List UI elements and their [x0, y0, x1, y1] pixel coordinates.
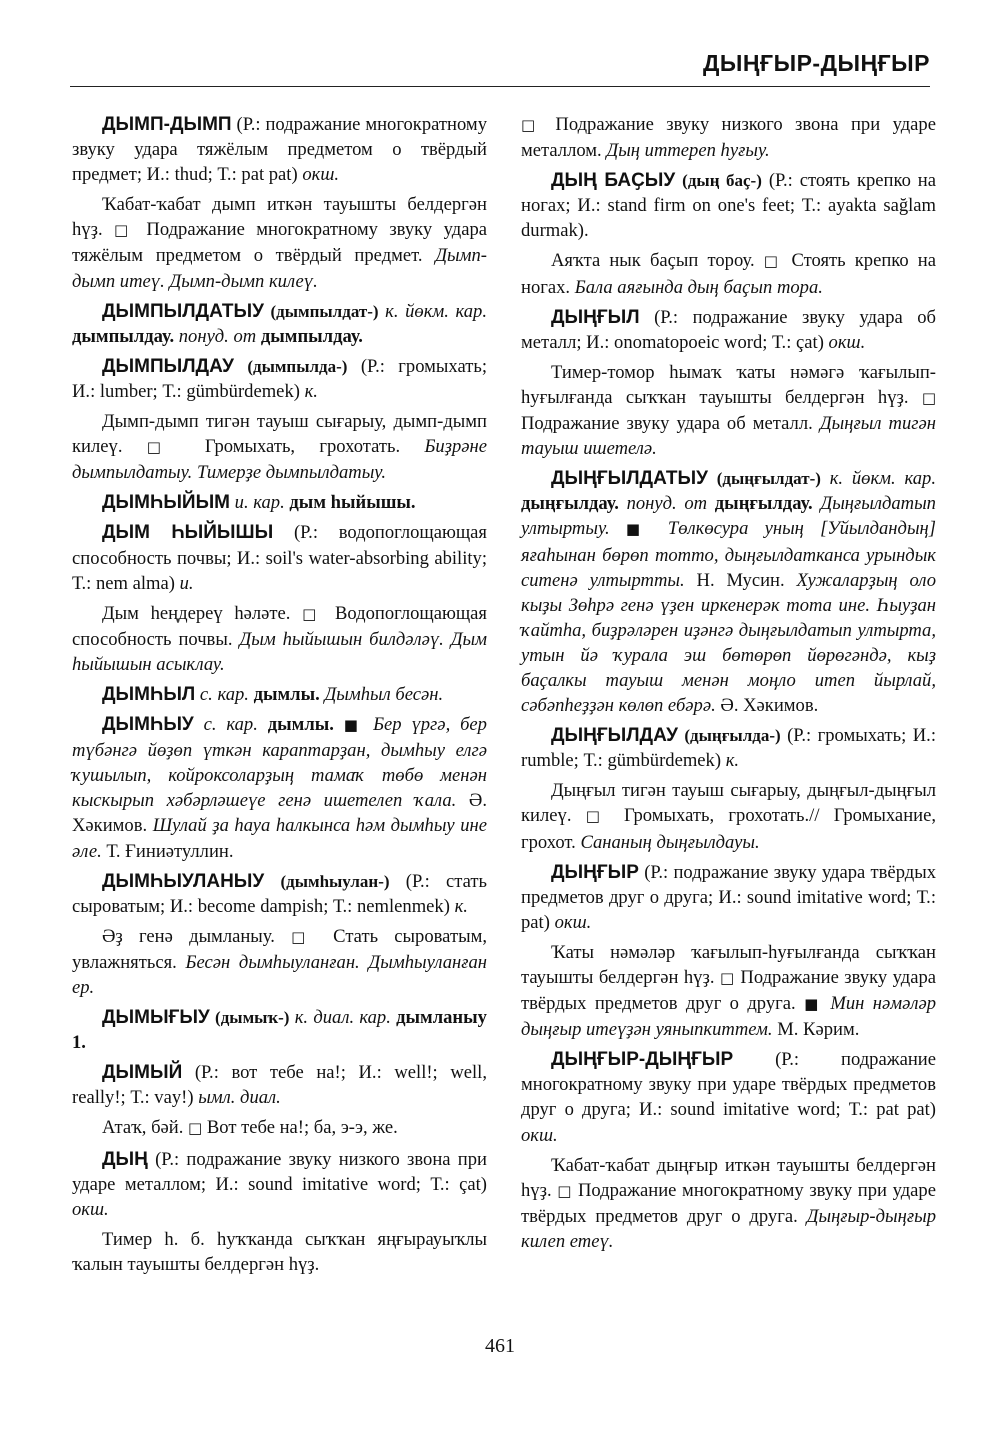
translation-square-icon: □ — [291, 927, 317, 946]
headword: ДЫҢҒЫЛДАТЫУ — [551, 468, 708, 490]
grammar-label: с. кар. — [199, 683, 249, 705]
translation: Подражание звуку удара твёрдых предметов друг о друга. — [521, 967, 936, 1015]
grammar-label: с. кар. — [203, 714, 258, 736]
cross-reference: дымлы. — [267, 714, 334, 736]
cross-reference: дыңғылдау. — [714, 493, 813, 515]
author: Ә. Хәкимов. — [720, 695, 819, 717]
entry-dympyldatyu — [72, 299, 487, 349]
explanation: Аяҡта нык баҫып тороу. — [551, 250, 755, 272]
entry-dynghyldau-meaning — [521, 778, 936, 854]
definition: (Р.: подражание многократному звуку при ударе твёрдых предметов друг о друга; И.: sound imitative word; Т.: pat pat) — [521, 1049, 936, 1121]
headword: ДЫҢҒЫР — [551, 861, 639, 883]
grammar-label: к. диал. кар. — [294, 1007, 391, 1029]
entry-dympyldau — [72, 354, 487, 404]
entry-dynghyl — [521, 305, 936, 355]
entry-dymhyulanyu — [72, 869, 487, 919]
translation-square-icon: □ — [302, 604, 324, 623]
example: Дымп-дымп итеү. Дымп-дымп килеү. — [72, 245, 487, 292]
translation: Вот тебе на!; ба, э-э, же. — [206, 1117, 398, 1139]
definition: (Р.: вот тебе на!; И.: well!; well, really!; Т.: vay!) — [72, 1062, 487, 1109]
definition: (Р.: подражание звуку удара твёрдых предметов друг о друга; И.: sound imitative word; Т.: pat) — [521, 861, 936, 933]
translation-square-icon: □ — [763, 252, 783, 271]
left-column — [72, 112, 487, 1282]
example: Дыңғыр-дыңғыр килеп етеү. — [521, 1205, 936, 1252]
translation: Громыхать, грохотать.// Громыхание, грохот. — [521, 805, 936, 853]
explanation: Ҡабат-ҡабат дыңғыр иткән тауышты белдергән һүҙ. — [521, 1154, 936, 1201]
example: Дың иттереп һуғыу. — [606, 140, 770, 162]
translation-square-icon: □ — [719, 969, 735, 987]
entry-dynghyr-dynghyr-meaning — [521, 1153, 936, 1254]
grammar-label: окш. — [72, 1198, 109, 1220]
translation-square-icon: □ — [921, 388, 936, 407]
right-column — [521, 112, 936, 1259]
headword: ДЫМҺЫУЛАНЫУ — [102, 870, 265, 892]
headword: ДЫМПЫЛДАТЫУ — [102, 300, 264, 322]
explanation: Дым һеңдереү һәләте. — [102, 602, 291, 624]
entry-dymyghyu — [72, 1005, 487, 1055]
headword: ДЫҢҒЫЛ — [551, 306, 640, 328]
author: Ә. Хәкимов. — [72, 790, 487, 837]
definition: (Р.: подражание звуку удара об металл; И.: onomatopoeic word; Т.: çat) — [521, 306, 937, 353]
grammar-label: к. — [304, 380, 318, 402]
example: Дыңғылдатып ултыртыу. — [521, 493, 936, 540]
translation-square-icon: □ — [585, 807, 610, 826]
translation-square-icon: □ — [521, 116, 543, 134]
example: Мин нәмәләр дыңғыр итеүҙән уяныпкиттем. — [521, 993, 936, 1041]
stem-form: (дымпылдат-) — [270, 301, 379, 321]
entry-dynghyr-dynghyr — [521, 1047, 936, 1147]
headword: ДЫҢ — [102, 1148, 148, 1170]
translation: Стать сыроватым, увлажняться. — [72, 925, 487, 973]
translation: Подражание многократному звуку удара тяжёлым предметом о твёрдый предмет. — [72, 219, 487, 267]
grammar-label: окш. — [828, 331, 866, 353]
stem-form: (дыңғылда-) — [684, 726, 781, 746]
cross-reference: дымпылдау. — [72, 325, 175, 347]
example: Дымһыл бесән. — [324, 683, 444, 705]
definition: (Р.: громыхать; И.: lumber; Т.: gümbürdemek) — [72, 355, 487, 402]
entry-dymhyyym — [72, 490, 487, 515]
entry-dyng-basyu-meaning — [521, 248, 936, 299]
example: Дым һыйышын билдәләү. Дым һыйышын асыклау. — [72, 628, 488, 675]
cross-reference: дымпылдау. — [260, 325, 363, 347]
entry-dynghyldau — [521, 723, 936, 773]
author: М. Кәрим. — [777, 1019, 860, 1041]
literary-example-square-icon: ■ — [804, 995, 822, 1014]
literary-example-square-icon: ■ — [625, 520, 652, 539]
example: Бала аяғында дың баҫып тора. — [574, 276, 823, 298]
author: Т. Ғиниәтуллин. — [106, 840, 234, 862]
entry-dymp-dymp-meaning — [72, 192, 487, 293]
stem-form: (дымһыулан-) — [280, 871, 390, 891]
grammar-label: окш. — [521, 1124, 558, 1146]
explanation: Дымп-дымп тигән тауыш сығарыу, дымп-дымп килеү. — [72, 411, 487, 458]
grammar-label: окш. — [302, 164, 340, 186]
explanation: Тимер һ. б. һуҡҡанда сыҡҡан яңғырауыҡлы ҡалын тауышты белдергән һүҙ. — [72, 1228, 487, 1275]
example: Бесән дымһыуланған. Дымһыуланған ер. — [72, 951, 487, 998]
headword: ДЫҢҒЫЛДАУ — [551, 725, 678, 747]
translation: Громыхать, грохотать. — [204, 436, 401, 458]
definition: (Р.: громыхать; И.: rumble; Т.: gümbürdemek) — [521, 725, 936, 772]
definition: (Р.: стоять крепко на ногах; И.: stand firm on one's feet; Т.: ayakta sağlam durmak). — [521, 170, 936, 242]
grammar-label: окш. — [554, 911, 592, 933]
definition: (Р.: водопоглощающая способность почвы; И.: soil's water-absorbing ability; Т.: nem alma) — [72, 522, 487, 594]
translation: Подражание звуку низкого звона при ударе металлом. — [521, 114, 936, 162]
grammar-label: понуд. от — [626, 493, 708, 515]
definition: (Р.: подражание многократному звуку удара тяжёлым предметом о твёрдый предмет; И.: thud; Т.: pat pat) — [72, 114, 487, 186]
entry-dyng — [72, 1147, 487, 1222]
explanation: Тимер-томор һымаҡ ҡаты нәмәгә ҡағылып-һуғылғанда сыҡҡан тауышты белдергән һүҙ. — [521, 361, 936, 408]
cross-reference: дымлы. — [253, 683, 320, 705]
grammar-label: понуд. от — [178, 325, 257, 347]
translation-square-icon: □ — [114, 221, 135, 240]
explanation: Ҡабат-ҡабат дымп иткән тауышты белдергән һүҙ. — [72, 194, 487, 241]
grammar-label: и. — [179, 572, 194, 594]
entry-dym-hyyyshy-meaning — [72, 601, 487, 677]
stem-form: (дымпылда-) — [247, 356, 348, 376]
example: Дыңғыл тигән тауыш ишетелә. — [521, 413, 936, 460]
definition: (Р.: подражание звуку низкого звона при ударе металлом; И.: sound imitative word; Т.: çat) — [72, 1148, 487, 1195]
cross-reference: дымланыу 1. — [72, 1007, 487, 1054]
entry-dymyy — [72, 1060, 487, 1110]
entry-dympyldau-meaning — [72, 409, 487, 485]
entry-dynghyl-meaning — [521, 360, 936, 461]
example: Сананың дыңғылдауы. — [580, 831, 760, 853]
example: Хужаларҙың оло кыҙы Зөһрә генә үҙен иркенерәк тота ине. Һыуҙан ҡайтһа, биҙрәләрен иҙәнгә дыңғылдатып ултырта, утын йә ҡурала эш бөтөрөп йөрөгәндә, кыҙ баҫалкы тауыш менән моңло итеп йырлай, сәбәпһеҙҙән көлөп ебәрә. — [521, 569, 936, 717]
entry-dyng-continuation — [521, 112, 936, 163]
translation: Стоять крепко на ногах. — [521, 250, 936, 298]
entry-dymyy-meaning — [72, 1115, 487, 1141]
explanation: Дыңғыл тигән тауыш сығарыу, дыңғыл-дыңғыл килеү. — [521, 780, 936, 827]
entry-dynghyldatyu — [521, 466, 936, 718]
running-head: ДЫҢҒЫР-ДЫҢҒЫР — [703, 50, 930, 76]
entry-dymhyu — [72, 712, 487, 864]
explanation: Ҡаты нәмәләр ҡағылып-һуғылғанда сыҡҡан тауышты белдергән һүҙ. — [521, 941, 936, 988]
headword: ДЫМҺЫУ — [102, 714, 194, 736]
literary-example-square-icon: ■ — [343, 716, 364, 735]
translation-square-icon: □ — [557, 1181, 573, 1200]
example: Төлкөсура уның [Уйылдандың] яғаһынан бөрөп тотто, дыңғылдатканса урындык ситенә ултыртты. — [521, 518, 936, 591]
stem-form: (дымыҡ-) — [215, 1008, 290, 1028]
translation: Водопоглощающая способность почвы. — [72, 602, 487, 650]
cross-reference: дым һыйышы. — [289, 492, 416, 514]
stem-form: (дыңғылдат-) — [716, 469, 821, 489]
example: Шулай ҙа һауа һалкынса һәм дымһыу ине әле. — [72, 815, 487, 862]
grammar-label: к. йөкм. кар. — [829, 468, 936, 490]
header-rule — [70, 86, 930, 87]
headword: ДЫМЫҒЫУ — [102, 1007, 210, 1029]
entry-dynghyr-meaning — [521, 940, 936, 1042]
grammar-label: к. — [725, 750, 740, 772]
page-number: 461 — [485, 1335, 515, 1357]
entry-dyng-basyu — [521, 168, 936, 243]
explanation: Атаҡ, бәй. — [102, 1117, 184, 1139]
cross-reference: дыңғылдау. — [521, 493, 619, 515]
translation-square-icon: □ — [188, 1119, 203, 1138]
translation-square-icon: □ — [146, 438, 181, 457]
grammar-label: ымл. диал. — [198, 1087, 281, 1109]
example: Биҙрәне дымпылдатыу. Тимерҙе дымпылдатыу. — [72, 436, 488, 484]
headword: ДЫҢҒЫР-ДЫҢҒЫР — [551, 1049, 734, 1071]
stem-form: (дың баҫ-) — [682, 171, 762, 191]
headword: ДЫМ ҺЫЙЫШЫ — [102, 522, 274, 544]
entry-dymhyl — [72, 682, 487, 707]
headword: ДЫҢ БАҪЫУ — [551, 170, 676, 192]
headword: ДЫМП-ДЫМП — [102, 114, 232, 135]
grammar-label: и. кар. — [234, 492, 285, 514]
grammar-label: к. йөкм. кар. — [385, 300, 487, 322]
headword: ДЫМЫЙ — [102, 1062, 183, 1084]
entry-dyng-meaning — [72, 1227, 487, 1277]
translation: Подражание многократному звуку при ударе твёрдых предметов друг о друга. — [521, 1179, 936, 1227]
explanation: Әҙ генә дымланыу. — [102, 925, 275, 947]
definition: (Р.: стать сыроватым; И.: become dampish; Т.: nemlenmek) — [72, 870, 487, 917]
entry-dynghyr — [521, 860, 936, 935]
example: Бер үргә, бер түбәнгә йөҙөп үткән караптарҙан, дымһыу елгә ҡушылып, койроксоларҙың тамаҡ төбө менән кыскырып хәбәрләшеүе генә ишетелеп ҡала. — [72, 714, 487, 812]
translation: Подражание звуку удара об металл. — [521, 413, 813, 435]
entry-dymp-dymp — [72, 112, 487, 187]
headword: ДЫМПЫЛДАУ — [102, 355, 234, 377]
grammar-label: к. — [454, 895, 468, 917]
headword: ДЫМҺЫЛ — [102, 683, 196, 705]
author: Н. Мусин. — [696, 569, 785, 591]
headword: ДЫМҺЫЙЫМ — [102, 492, 230, 514]
entry-dym-hyyyshy — [72, 520, 487, 595]
entry-dymhyulanyu-meaning — [72, 924, 487, 1000]
